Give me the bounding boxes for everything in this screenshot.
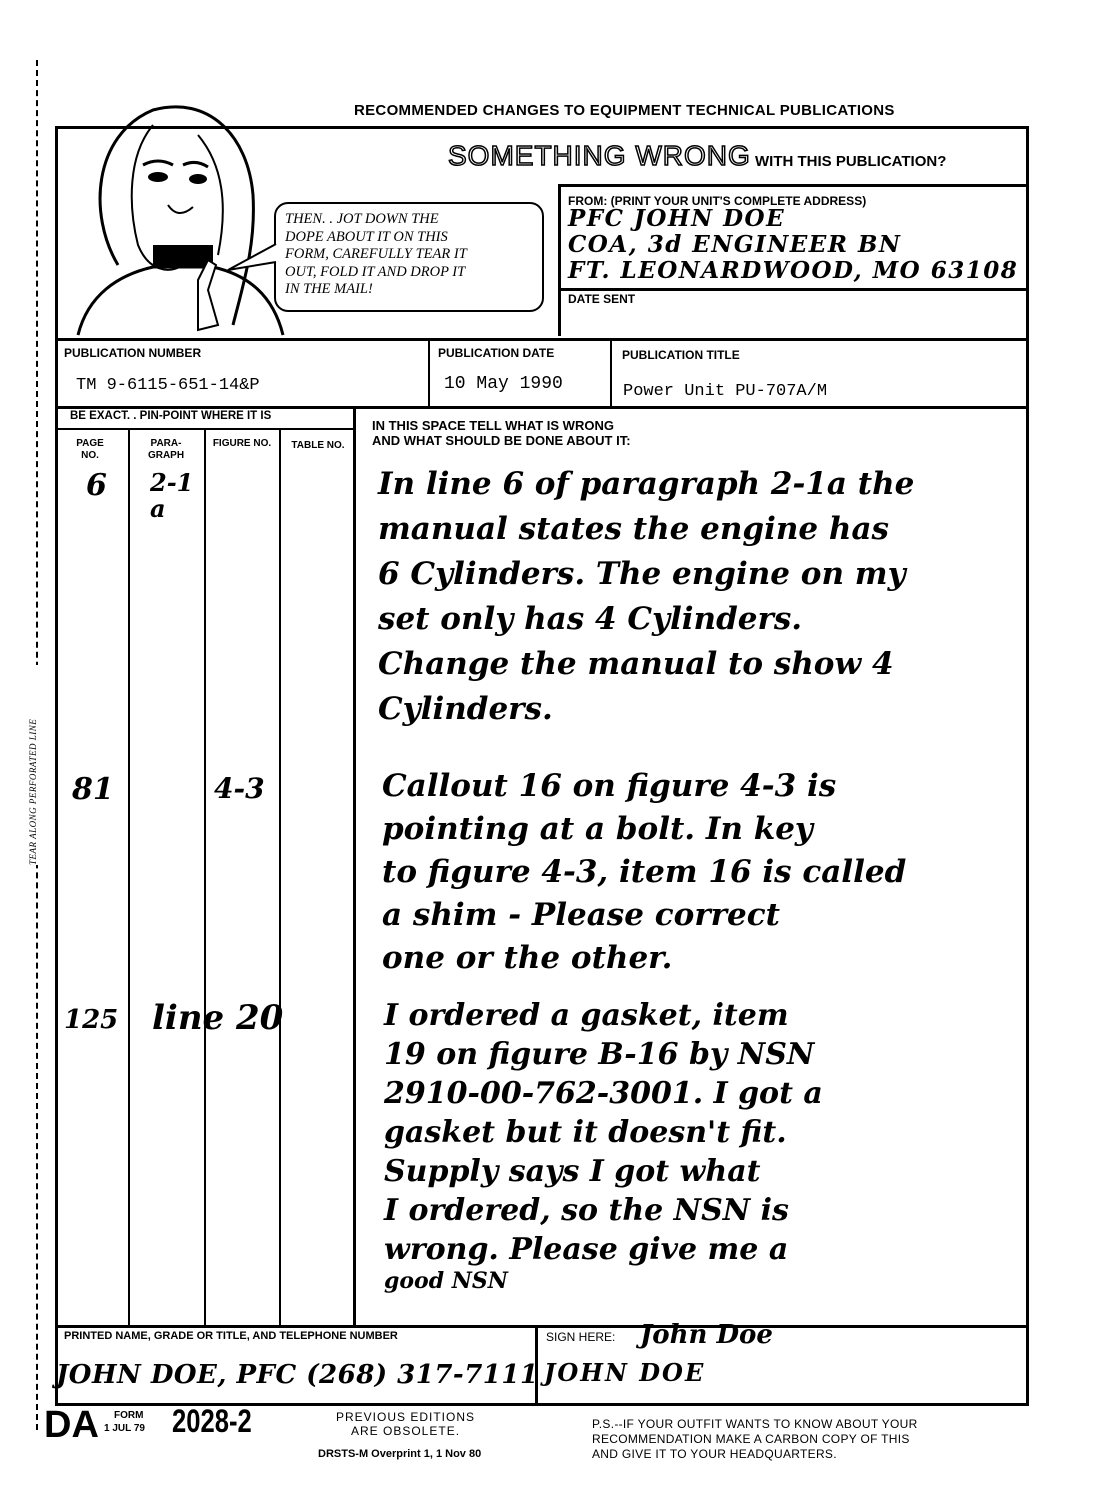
entry-line: Cylinders. (378, 691, 553, 727)
signature-script: John Doe (640, 1320, 773, 1350)
with-this-publication-text: WITH THIS PUBLICATION? (755, 153, 947, 170)
prev-line: PREVIOUS EDITIONS (336, 1410, 476, 1424)
publication-title: Power Unit PU-707A/M (623, 382, 828, 401)
entry-line: one or the other. (382, 940, 673, 976)
bubble-line: THEN. . JOT DOWN THE (285, 211, 439, 227)
prev-line: ARE OBSOLETE. (351, 1424, 461, 1438)
ps-line: RECOMMENDATION MAKE A CARBON COPY OF THIS (592, 1432, 910, 1446)
publication-number-label: PUBLICATION NUMBER (64, 346, 202, 360)
entry-line: a shim - Please correct (382, 897, 780, 933)
entry-line: pointing at a bolt. In key (382, 811, 813, 847)
space-label-line: AND WHAT SHOULD BE DONE ABOUT IT: (372, 433, 631, 448)
from-line: FT. LEONARDWOOD, MO 63108 (568, 257, 1019, 284)
entry-line: gasket but it doesn't fit. (384, 1115, 787, 1150)
publication-row-top (55, 338, 1029, 341)
pub-divider-2 (610, 338, 612, 408)
bubble-line: IN THE MAIL! (285, 281, 373, 297)
ps-note (592, 1417, 918, 1462)
entry-line: I ordered a gasket, item (384, 998, 789, 1033)
from-line: PFC JOHN DOE (568, 205, 786, 232)
date-sent-label: DATE SENT (568, 292, 636, 306)
col-divider-1 (128, 428, 130, 1328)
space-label-line: IN THIS SPACE TELL WHAT IS WRONG (372, 418, 614, 433)
form-number: 2028-2 (172, 1403, 252, 1439)
entry-line: set only has 4 Cylinders. (378, 601, 803, 637)
col-table-header: TABLE NO. (291, 440, 345, 451)
bubble-line: OUT, FOLD IT AND DROP IT (285, 263, 466, 280)
from-label: FROM: (PRINT YOUR UNIT'S COMPLETE ADDRESS) (568, 194, 867, 208)
entry-line: 6 Cylinders. The engine on my (378, 556, 906, 592)
publication-title-label: PUBLICATION TITLE (622, 348, 740, 362)
entry-1-page: 6 (86, 468, 107, 503)
bubble-line: DOPE ABOUT IT ON THIS (285, 228, 448, 245)
sign-here-label: SIGN HERE: (546, 1330, 616, 1344)
publication-date: 10 May 1990 (444, 374, 563, 394)
entry-line: I ordered, so the NSN is (384, 1193, 789, 1228)
col-divider-3 (279, 428, 281, 1328)
form-header-title: RECOMMENDED CHANGES TO EQUIPMENT TECHNICAL PUBLICATIONS (354, 102, 895, 119)
entry-3-paragraph: line 20 (152, 998, 284, 1038)
entry-3-page: 125 (64, 1005, 119, 1035)
entry-line: wrong. Please give me a (384, 1232, 789, 1267)
woman-illustration (58, 95, 308, 340)
tear-line-label: TEAR ALONG PERFORATED LINE (28, 665, 38, 865)
overprint-note: DRSTS-M Overprint 1, 1 Nov 80 (318, 1448, 482, 1460)
bubble-line: FORM, CAREFULLY TEAR IT (285, 246, 467, 262)
entry-2-figure: 4-3 (214, 772, 265, 805)
table-right-border (353, 408, 356, 1328)
signature-print: JOHN DOE (544, 1358, 706, 1387)
entry-line: 19 on figure B-16 by NSN (384, 1037, 815, 1072)
previous-editions-note (336, 1410, 475, 1438)
form-label: FORM (114, 1410, 144, 1421)
form-date: 1 JUL 79 (104, 1423, 145, 1434)
entry-3-text (384, 996, 823, 1293)
entry-2-text (382, 765, 906, 980)
publication-number: TM 9-6115-651-14&P (76, 376, 260, 395)
entry-line: Supply says I got what (384, 1154, 761, 1189)
entry-line: 2910-00-762-3001. I got a (384, 1076, 823, 1111)
publication-row-bottom (55, 406, 1029, 409)
col-paragraph-header: PARA-GRAPH (147, 438, 185, 461)
col-page-header: PAGE NO. (76, 438, 104, 461)
entry-1-text (378, 462, 914, 732)
printed-name-label: PRINTED NAME, GRADE OR TITLE, AND TELEPHONE NUMBER (64, 1330, 398, 1342)
entry-1-paragraph: 2-1 a (150, 468, 194, 523)
be-exact-label: BE EXACT. . PIN-POINT WHERE IT IS (70, 410, 272, 422)
signature-row-top (55, 1325, 1029, 1328)
entry-line: In line 6 of paragraph 2-1a the (378, 466, 915, 502)
from-address (568, 206, 1018, 284)
speech-bubble-tail (226, 240, 278, 280)
something-wrong-heading: SOMETHING WRONG (448, 140, 751, 171)
pub-divider-1 (428, 338, 430, 408)
bubble-text (285, 211, 467, 299)
col-divider-2 (204, 428, 206, 1328)
from-divider (558, 288, 1026, 291)
entry-line: Callout 16 on figure 4-3 is (382, 768, 837, 804)
da-form-prefix: DA (44, 1404, 99, 1446)
space-instructions (372, 418, 631, 448)
printed-name: JOHN DOE, PFC (268) 317-7111 (56, 1360, 539, 1390)
ps-line: AND GIVE IT TO YOUR HEADQUARTERS. (592, 1447, 837, 1461)
from-line: COA, 3d ENGINEER BN (568, 231, 902, 258)
col-figure-header: FIGURE NO. (212, 438, 272, 449)
entry-line: Change the manual to show 4 (378, 646, 894, 682)
entry-line: manual states the engine has (378, 511, 889, 547)
publication-date-label: PUBLICATION DATE (438, 346, 555, 360)
entry-line: to figure 4-3, item 16 is called (382, 854, 907, 890)
ps-line: P.S.--IF YOUR OUTFIT WANTS TO KNOW ABOUT YOUR (592, 1417, 918, 1431)
entry-line: good NSN (384, 1268, 508, 1294)
entry-2-page: 81 (72, 772, 114, 807)
